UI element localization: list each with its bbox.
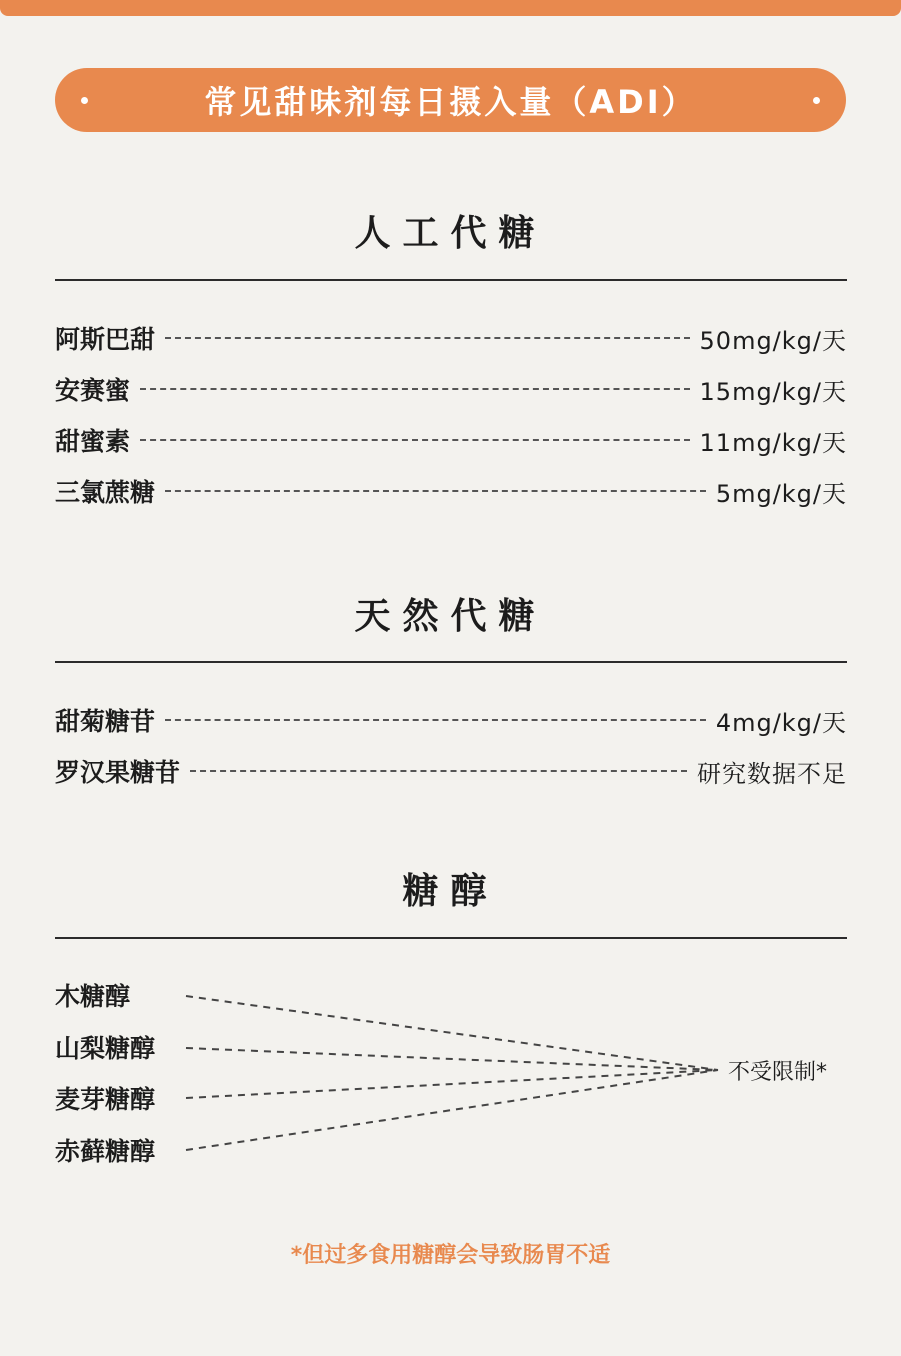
adi-value: 5mg/kg/天 bbox=[715, 479, 847, 508]
shared-limit-label: 不受限制* bbox=[728, 1059, 828, 1085]
sweetener-name: 甜蜜素 bbox=[55, 427, 131, 456]
adi-value: 11mg/kg/天 bbox=[699, 428, 847, 457]
adi-value: 15mg/kg/天 bbox=[699, 377, 847, 406]
sweetener-name: 三氯蔗糖 bbox=[55, 478, 156, 507]
adi-value: 研究数据不足 bbox=[697, 759, 847, 788]
page-title: 常见甜味剂每日摄入量（ADI） bbox=[204, 83, 697, 121]
sugar-alcohol-name: 赤藓糖醇 bbox=[55, 1137, 156, 1166]
sweetener-name: 罗汉果糖苷 bbox=[55, 758, 181, 787]
sweetener-name: 阿斯巴甜 bbox=[55, 325, 156, 354]
sugar-alcohol-name: 山梨糖醇 bbox=[55, 1034, 156, 1063]
adi-value: 50mg/kg/天 bbox=[699, 326, 847, 355]
adi-value: 4mg/kg/天 bbox=[715, 708, 847, 737]
section-title-sugar-alcohols: 糖醇 bbox=[402, 871, 499, 912]
sweetener-name: 安赛蜜 bbox=[55, 376, 131, 405]
sweetener-name: 甜菊糖苷 bbox=[55, 707, 156, 736]
footnote: *但过多食用糖醇会导致肠胃不适 bbox=[290, 1243, 611, 1268]
sugar-alcohol-name: 木糖醇 bbox=[55, 982, 131, 1011]
sugar-alcohol-name: 麦芽糖醇 bbox=[55, 1085, 156, 1114]
section-title-artificial: 人工代糖 bbox=[354, 213, 547, 254]
section-title-natural: 天然代糖 bbox=[354, 596, 547, 637]
converge-line bbox=[186, 1070, 718, 1098]
converge-line bbox=[186, 1070, 718, 1150]
